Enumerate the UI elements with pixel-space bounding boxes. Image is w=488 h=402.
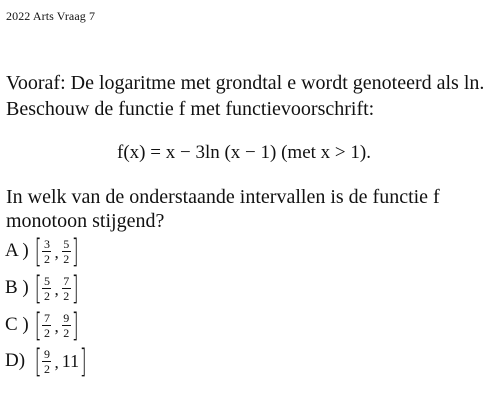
close-bracket: ] <box>71 269 79 307</box>
numerator: 5 <box>43 273 50 288</box>
comma: , <box>54 317 59 336</box>
open-bracket: [ <box>34 269 42 307</box>
option-b-label: B ) <box>5 277 29 298</box>
option-a-label: A ) <box>5 240 29 261</box>
denominator: 2 <box>63 288 70 303</box>
question-line-2: monotoon stijgend? <box>6 210 165 232</box>
close-bracket: ] <box>71 232 79 270</box>
fraction-left <box>42 312 51 339</box>
numerator: 7 <box>43 310 50 325</box>
fraction-right <box>62 238 71 265</box>
denominator: 2 <box>43 288 50 303</box>
option-a[interactable] <box>5 232 79 270</box>
question-line-1: In welk van de onderstaande intervallen is de functie f <box>6 186 440 208</box>
open-bracket: [ <box>34 306 42 344</box>
open-bracket: [ <box>34 342 42 380</box>
option-d[interactable] <box>5 342 87 380</box>
comma: , <box>54 353 59 372</box>
numerator: 3 <box>43 236 50 251</box>
denominator: 2 <box>63 251 70 266</box>
denominator: 2 <box>43 251 50 266</box>
intro-line-2: Beschouw de functie f met functievoorschrift: <box>6 98 375 120</box>
option-c[interactable] <box>5 306 79 344</box>
function-formula: f(x) = x − 3ln (x − 1) (met x > 1). <box>117 142 371 163</box>
fraction-left <box>42 348 51 375</box>
option-b[interactable] <box>5 269 79 307</box>
fraction-left <box>42 238 51 265</box>
denominator: 2 <box>63 325 70 340</box>
right-value: 11 <box>61 350 80 371</box>
fraction-left <box>42 275 51 302</box>
comma: , <box>54 280 59 299</box>
close-bracket: ] <box>79 342 87 380</box>
denominator: 2 <box>43 325 50 340</box>
numerator: 7 <box>63 273 70 288</box>
numerator: 9 <box>63 310 70 325</box>
intro-line-1: Vooraf: De logaritme met grondtal e wordt genoteerd als ln. <box>6 72 485 94</box>
numerator: 9 <box>43 346 50 361</box>
close-bracket: ] <box>71 306 79 344</box>
exam-header: 2022 Arts Vraag 7 <box>6 9 96 23</box>
option-d-label: D) <box>5 350 26 371</box>
denominator: 2 <box>43 361 50 376</box>
open-bracket: [ <box>34 232 42 270</box>
fraction-right <box>62 275 71 302</box>
comma: , <box>54 243 59 262</box>
option-c-label: C ) <box>5 314 29 335</box>
fraction-right <box>62 312 71 339</box>
numerator: 5 <box>63 236 70 251</box>
